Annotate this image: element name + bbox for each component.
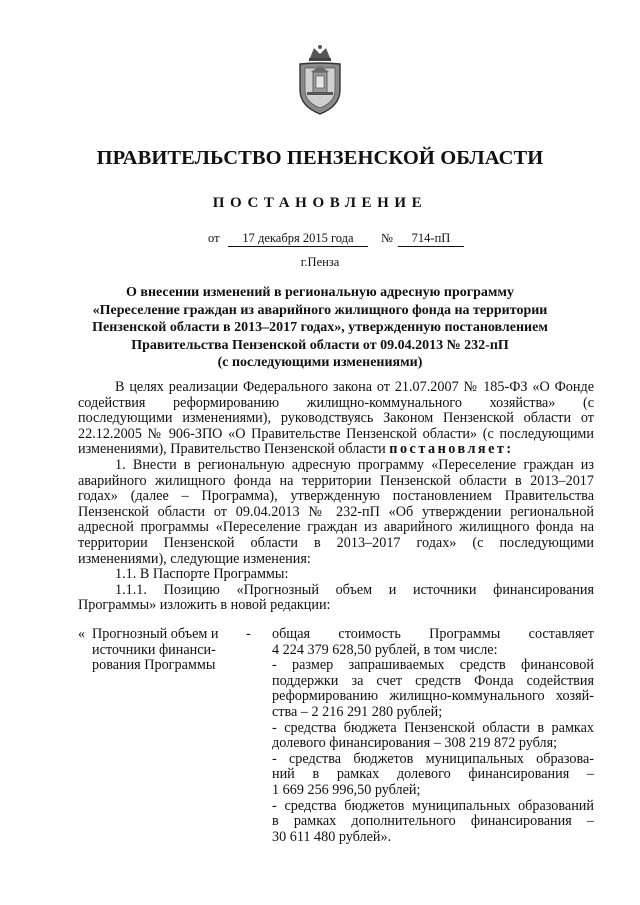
right-cell-line: 30 611 480 рублей». bbox=[272, 828, 392, 845]
right-cell-line: поддержки за счет средств Фонда содействия bbox=[272, 672, 594, 689]
left-cell-line: рования Программы bbox=[92, 657, 216, 674]
right-cell-line: общая стоимость Программы составляет bbox=[272, 626, 594, 642]
document-body bbox=[78, 380, 594, 614]
subject-line: «Переселение граждан из аварийного жилищного фонда на территории bbox=[92, 302, 548, 318]
resolves-word: постановляет: bbox=[389, 441, 514, 458]
preamble-paragraph bbox=[78, 380, 594, 458]
right-cell-line: в рамках дополнительного финансирования – bbox=[272, 813, 594, 830]
item-1-1-1-paragraph: 1.1.1. Позицию «Прогнозный объем и источники финансирования Программы» изложить в новой редакции: bbox=[78, 581, 594, 614]
government-title: ПРАВИТЕЛЬСТВО ПЕНЗЕНСКОЙ ОБЛАСТИ bbox=[96, 147, 544, 169]
date-number-line bbox=[200, 230, 480, 248]
subject-line: О внесении изменений в региональную адресную программу bbox=[126, 285, 514, 300]
left-cell-line: источники финанси- bbox=[92, 641, 216, 658]
table-left-cell bbox=[92, 627, 236, 674]
document-number: 714-пП bbox=[398, 231, 464, 247]
right-cell-line: - средства бюджета Пензенской области в рамках bbox=[272, 719, 594, 736]
right-cell-line: 4 224 379 628,50 рублей, в том числе: bbox=[272, 641, 498, 658]
subject-line: Правительства Пензенской области от 09.04.2013 № 232-пП bbox=[131, 337, 509, 353]
item-1-paragraph: 1. Внести в региональную адресную программу «Переселение граждан из аварийного жилищного фонда на территории Пензенской области в 2013–2017 годах» (далее – Программа), утвержденную постановлением Правительства Пензенской области от 09.04.2013 № 232-пП «Об утверждении региональной адресной программы «Переселение граждан из аварийного жилищного фонда на территории Пензенской области в 2013–2017 годах» (с последующими изменениями), следующие изменения: bbox=[78, 456, 594, 567]
subject-line: Пензенской области в 2013–2017 годах», утвержденную постановлением bbox=[92, 320, 548, 335]
right-cell-line: - размер запрашиваемых средств финансовой bbox=[272, 657, 594, 674]
document-subject bbox=[70, 284, 570, 372]
opening-quote: « bbox=[78, 626, 86, 642]
table-right-cell bbox=[272, 627, 594, 845]
table-dash: - bbox=[246, 626, 251, 642]
item-1-1-paragraph: 1.1. В Паспорте Программы: bbox=[115, 566, 289, 583]
document-date: 17 декабря 2015 года bbox=[228, 231, 368, 247]
right-cell-line: 1 669 256 996,50 рублей; bbox=[272, 781, 421, 798]
right-cell-line: - средства бюджетов муниципальных образований bbox=[272, 797, 594, 814]
date-prefix: от bbox=[208, 231, 220, 245]
subject-line: (с последующими изменениями) bbox=[217, 355, 423, 370]
right-cell-line: долевого финансирования – 308 219 872 рубля; bbox=[272, 735, 558, 752]
left-cell-line: Прогнозный объем и bbox=[92, 626, 219, 642]
document-type: ПОСТАНОВЛЕНИЕ bbox=[212, 195, 428, 211]
number-prefix: № bbox=[381, 231, 393, 245]
preamble-text: В целях реализации Федерального закона от 21.07.2007 № 185-ФЗ «О Фонде содействия реформированию жилищно-коммунального хозяйства» (с последующими изменениями), руководствуясь Законом Пензенской области от 22.12.2005 № 906-ЗПО «О Правительстве Пензенской области» (с последующими изменениями), Правительство Пензенской области bbox=[78, 379, 594, 458]
right-cell-line: реформированию жилищно-коммунального хозяй- bbox=[272, 688, 594, 705]
right-cell-line: ства – 2 216 291 280 рублей; bbox=[272, 703, 443, 720]
right-cell-line: ний в рамках долевого финансирования – bbox=[272, 766, 594, 783]
penza-region-coat-of-arms-icon bbox=[296, 44, 344, 116]
right-cell-line: - средства бюджетов муниципальных образова- bbox=[272, 750, 594, 767]
city-name: г.Пенза bbox=[300, 255, 340, 269]
